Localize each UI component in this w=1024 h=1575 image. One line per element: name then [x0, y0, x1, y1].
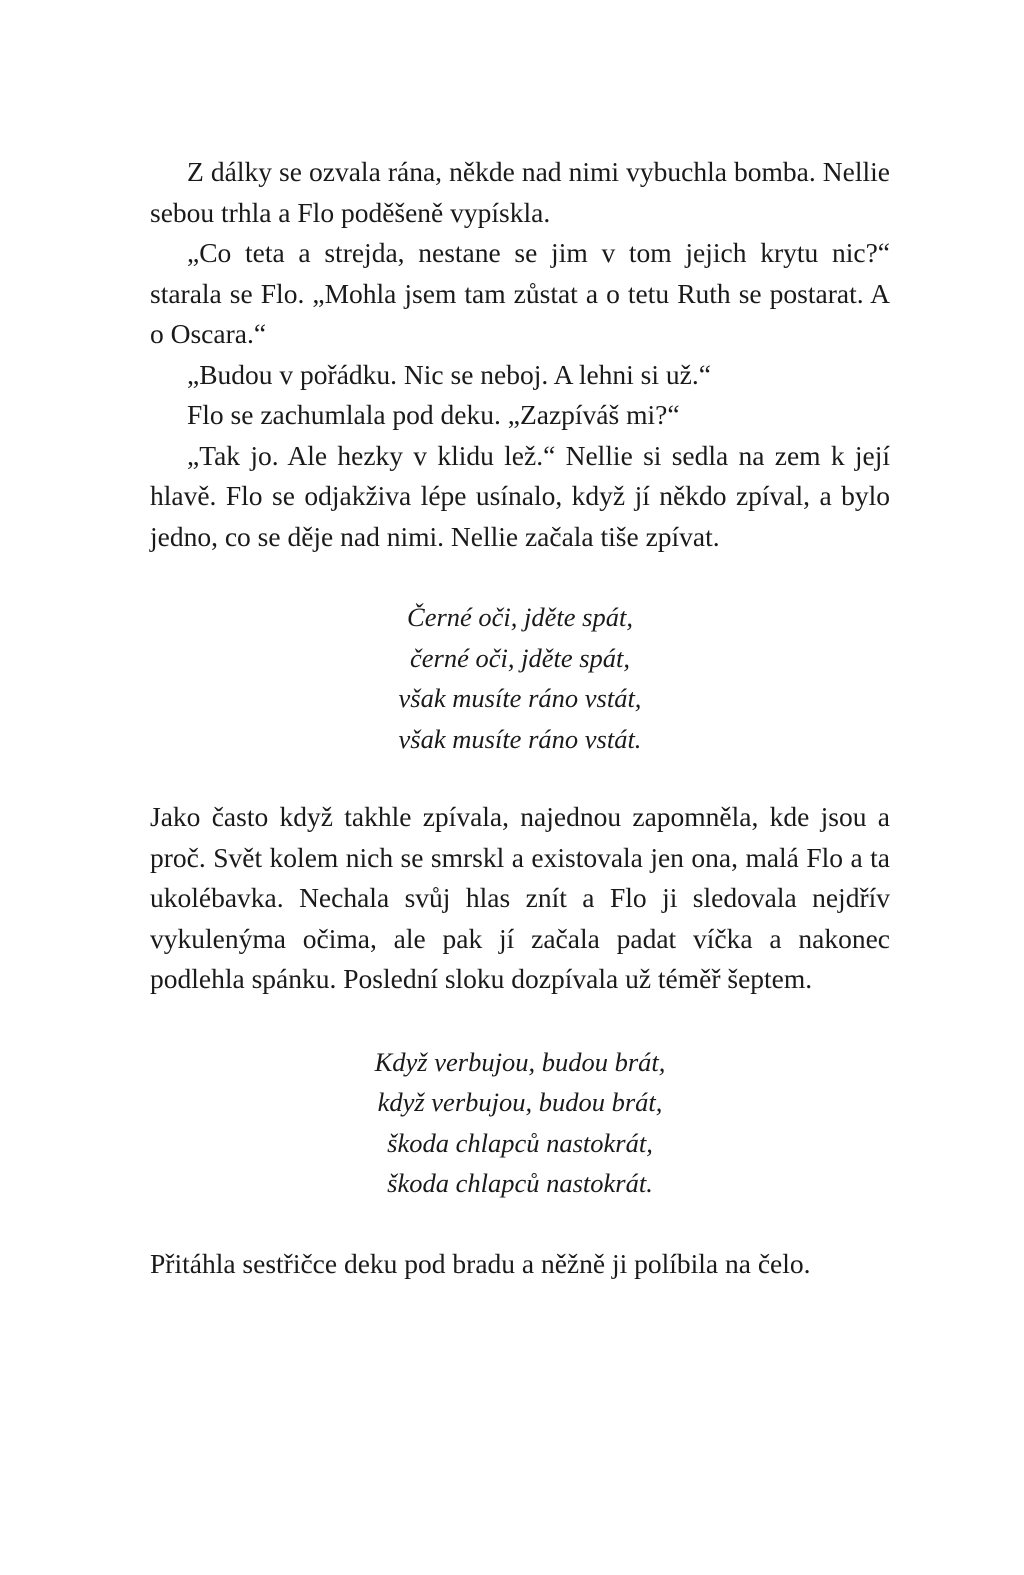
verse-line: však musíte ráno vstát. [398, 723, 642, 754]
paragraph-nellie-sings: „Tak jo. Ale hezky v klidu lež.“ Nellie si sedla na zem k její hlavě. Flo se odjakživa lépe usínalo, když jí někdo zpíval, a bylo jedno, co se děje nad nimi. Nellie začala tiše zpívat. [150, 439, 890, 552]
paragraph-reassurance: „Budou v pořádku. Nic se neboj. A lehni si už.“ [187, 358, 711, 390]
paragraph-explosion: Z dálky se ozvala rána, někde nad nimi vybuchla bomba. Nellie sebou trhla a Flo poděšeně vypískla. [150, 156, 890, 228]
verse-line: však musíte ráno vstát, [398, 683, 642, 713]
verse-line: Když verbujou, budou brát, [374, 1046, 666, 1077]
paragraph-goodnight-kiss: Přitáhla sestřičce deku pod bradu a něžně ji políbila na čelo. [150, 1247, 811, 1279]
verse-line: škoda chlapců nastokrát. [387, 1168, 653, 1198]
middle-prose [150, 797, 890, 1000]
book-page [150, 152, 890, 1284]
verse-line: Černé oči, jděte spát, [407, 602, 633, 632]
paragraph-sing-request: Flo se zachumlala pod deku. „Zazpíváš mi?“ [187, 399, 680, 430]
paragraph-lullaby-moment: Jako často když takhle zpívala, najednou zapomněla, kde jsou a proč. Svět kolem nich se smrskl a existovala jen ona, malá Flo a ta ukolébavka. Nechala svůj hlas znít a Flo ji sledovala nejdřív vykulenýma očima, ale pak jí začala padat víčka a nakonec podlehla spánku. Poslední sloku dozpívala už téměř šeptem. [150, 801, 890, 994]
verse-line: černé oči, jděte spát, [409, 642, 631, 673]
verse-line: škoda chlapců nastokrát, [387, 1127, 653, 1158]
verse-line: když verbujou, budou brát, [377, 1087, 663, 1117]
lullaby-verse-2 [150, 1042, 890, 1204]
lullaby-verse-1 [150, 597, 890, 759]
closing-prose [150, 1244, 890, 1285]
opening-prose [150, 152, 890, 557]
paragraph-flo-worries: „Co teta a strejda, nestane se jim v tom jejich krytu nic?“ starala se Flo. „Mohla jsem tam zůstat a o tetu Ruth se postarat. A o Oscara.“ [150, 237, 890, 349]
